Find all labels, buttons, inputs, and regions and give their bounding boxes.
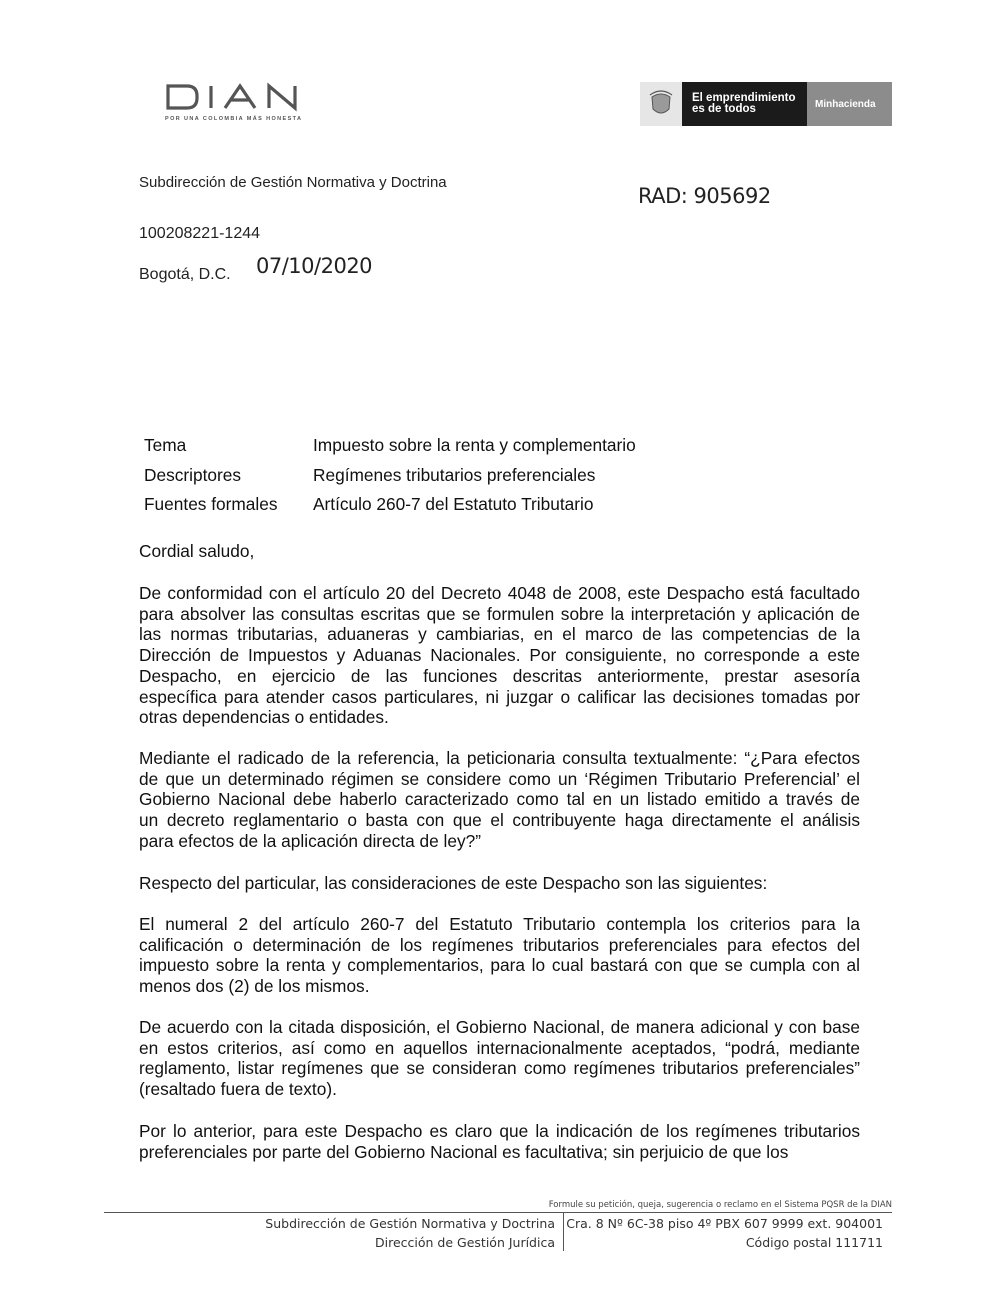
paragraph-line: Gobierno Nacional debe haberlo caracterizado como tal en un listado emitido a través de xyxy=(139,789,860,810)
document-number: 100208221-1244 xyxy=(139,225,261,242)
paragraph-line: Despacho, en ejercicio de las funciones descritas anteriormente, prestar asesoría xyxy=(139,665,860,686)
footer-divider xyxy=(104,1212,892,1213)
paragraph-line: (resaltado fuera de texto). xyxy=(139,1079,337,1100)
radicado-number: RAD: 905692 xyxy=(638,184,771,208)
paragraph-line: en estos criterios, así como en aquellos internacionalmente aceptados, “podrá, mediante xyxy=(139,1037,860,1058)
paragraph-4 xyxy=(139,914,860,997)
greeting: Cordial saludo, xyxy=(139,541,255,561)
footer-address: Cra. 8 Nº 6C-38 piso 4º PBX 607 9999 ext. 904001 xyxy=(566,1216,883,1231)
paragraph-line: impuesto sobre la renta y complementarios, para lo cual bastará con que se cumpla con al xyxy=(139,955,860,976)
paragraph-line: otras dependencias o entidades. xyxy=(139,707,389,728)
paragraph-line: menos dos (2) de los mismos. xyxy=(139,976,370,997)
banner-slogan: El emprendimiento es de todos xyxy=(682,82,807,126)
paragraph-6 xyxy=(139,1121,860,1162)
city: Bogotá, D.C. xyxy=(139,266,231,283)
paragraph-line: reglamento, listar regímenes que se consideran como regímenes tributarios preferenciales” xyxy=(139,1058,860,1079)
banner-ministry: Minhacienda xyxy=(807,82,892,126)
dian-logo xyxy=(165,82,325,128)
subject-row-fuentes: Fuentes formales Artículo 260-7 del Estatuto Tributario xyxy=(144,494,594,514)
paragraph-line: De conformidad con el artículo 20 del Decreto 4048 de 2008, este Despacho está facultado xyxy=(139,583,860,603)
footer-pqsr-note: Formule su petición, queja, sugerencia o reclamo en el Sistema PQSR de la DIAN xyxy=(548,1200,892,1210)
paragraph-line: calificación o determinación de los regímenes tributarios preferenciales para efectos del xyxy=(139,934,860,955)
paragraph-line: Mediante el radicado de la referencia, la peticionaria consulta textualmente: “¿Para efectos xyxy=(139,748,860,768)
subject-row-tema: Tema Impuesto sobre la renta y complementario xyxy=(144,435,636,455)
paragraph-line: De acuerdo con la citada disposición, el Gobierno Nacional, de manera adicional y con base xyxy=(139,1017,860,1037)
paragraph-line: para absolver las consultas escritas que se formulen sobre la interpretación y aplicación de xyxy=(139,603,860,624)
paragraph-line: un decreto reglamentario o basta con que el contribuyente haga directamente el análisis xyxy=(139,810,860,831)
paragraph-line: preferenciales por parte del Gobierno Nacional es facultativa; sin perjuicio de que los xyxy=(139,1141,789,1162)
paragraph-3 xyxy=(139,873,860,894)
paragraph-1 xyxy=(139,583,860,728)
paragraph-line: Dirección de Impuestos y Aduanas Nacionales. Por consiguiente, no corresponde a este xyxy=(139,645,860,666)
paragraph-line: de que un determinado régimen se considere como un ‘Régimen Tributario Preferencial’ el xyxy=(139,768,860,789)
footer-vertical-divider xyxy=(563,1213,564,1251)
paragraph-line: para efectos de la aplicación directa de ley?” xyxy=(139,830,481,851)
dian-logo-mark xyxy=(165,82,323,112)
dian-tagline: POR UNA COLOMBIA MÁS HONESTA xyxy=(165,116,303,122)
paragraph-line: Por lo anterior, para este Despacho es claro que la indicación de los regímenes tributarios xyxy=(139,1121,860,1141)
footer-postal-code: Código postal 111711 xyxy=(745,1235,883,1250)
footer-direction: Dirección de Gestión Jurídica xyxy=(375,1235,555,1250)
subject-row-descriptores: Descriptores Regímenes tributarios preferenciales xyxy=(144,465,596,485)
footer-office: Subdirección de Gestión Normativa y Doctrina xyxy=(265,1216,555,1231)
paragraph-line: las normas tributarias, aduaneras y cambiarias, en el marco de las competencias de la xyxy=(139,624,860,645)
paragraph-2 xyxy=(139,748,860,852)
paragraph-line: específica para atender casos particulares, ni juzgar o calificar las decisiones tomadas por xyxy=(139,686,860,707)
paragraph-line: El numeral 2 del artículo 260-7 del Estatuto Tributario contempla los criterios para la xyxy=(139,914,860,934)
coat-of-arms-icon xyxy=(640,82,682,126)
document-date: 07/10/2020 xyxy=(256,254,373,278)
office-name: Subdirección de Gestión Normativa y Doctrina xyxy=(139,174,447,191)
paragraph-line: Respecto del particular, las consideraciones de este Despacho son las siguientes: xyxy=(139,873,768,893)
government-banner xyxy=(640,82,892,126)
paragraph-5 xyxy=(139,1017,860,1100)
